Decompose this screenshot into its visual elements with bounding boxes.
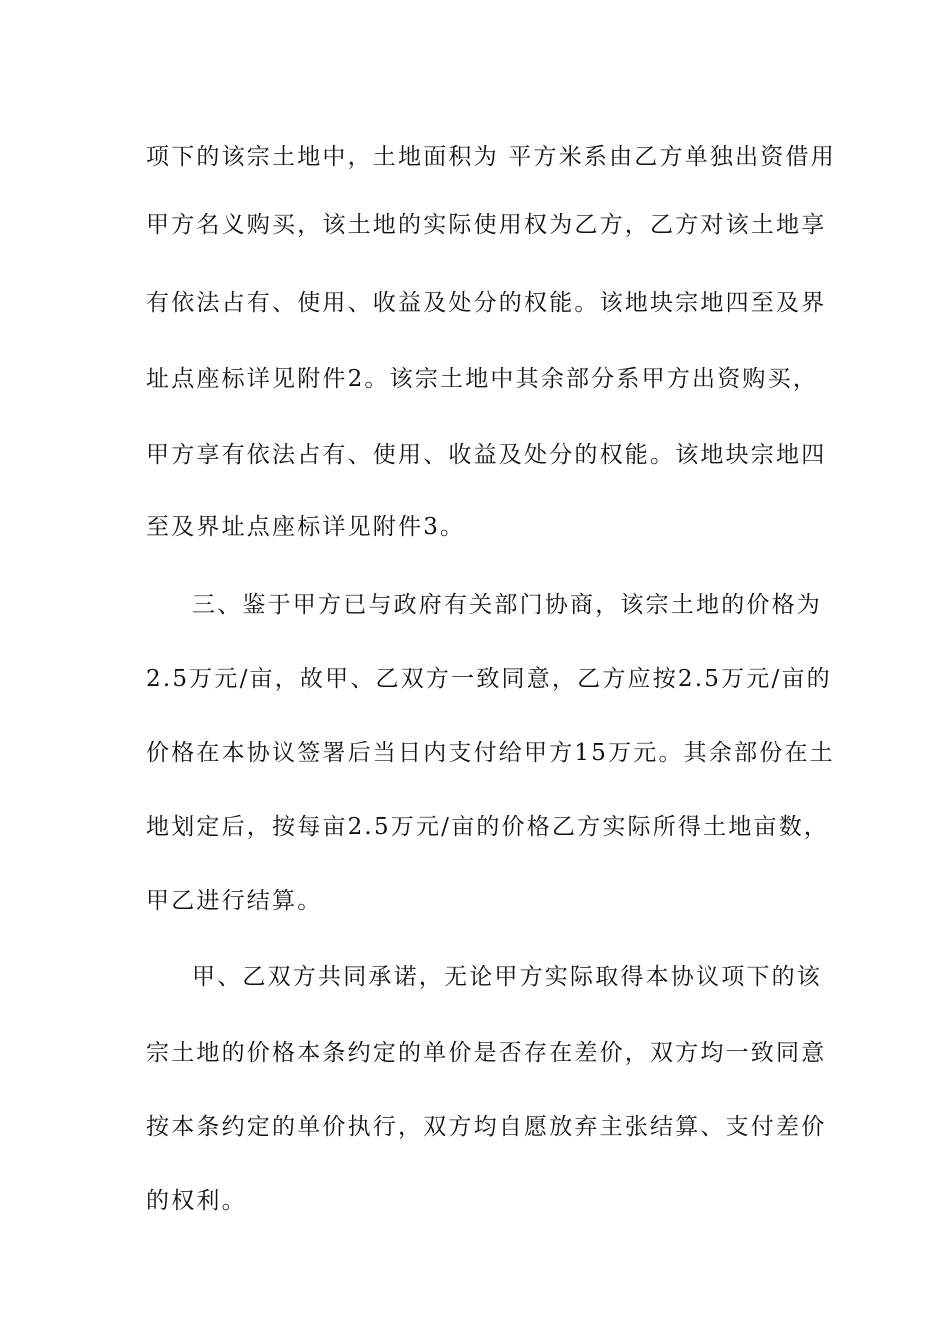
text-line: 址点座标详见附件2。该宗土地中其余部分系甲方出资购买， <box>146 366 819 392</box>
text-line: 有依法占有、使用、收益及处分的权能。该地块宗地四至及界 <box>146 290 827 316</box>
text-line: 甲方名义购买，该土地的实际使用权为乙方，乙方对该土地享 <box>146 212 827 238</box>
text-line: 按本条约定的单价执行，双方均自愿放弃主张结算、支付差价 <box>146 1114 827 1140</box>
text-line: 宗土地的价格本条约定的单价是否存在差价，双方均一致同意 <box>146 1040 827 1066</box>
text-line: 地划定后，按每亩2.5万元/亩的价格乙方实际所得土地亩数， <box>146 814 830 840</box>
text-line: 的权利。 <box>146 1188 247 1214</box>
text-line: 项下的该宗土地中，土地面积为 平方米系由乙方单独出资借用 <box>146 144 836 170</box>
text-line: 价格在本协议签署后当日内支付给甲方15万元。其余部份在土 <box>146 740 835 766</box>
paragraph-start-line: 三、鉴于甲方已与政府有关部门协商，该宗土地的价格为 <box>192 592 822 618</box>
text-line: 甲乙进行结算。 <box>146 888 323 914</box>
text-line: 2.5万元/亩，故甲、乙双方一致同意，乙方应按2.5万元/亩的 <box>146 666 832 692</box>
text-line: 甲方享有依法占有、使用、收益及处分的权能。该地块宗地四 <box>146 442 827 468</box>
text-line: 至及界址点座标详见附件3。 <box>146 514 466 540</box>
paragraph-start-line: 甲、乙双方共同承诺，无论甲方实际取得本协议项下的该 <box>192 964 822 990</box>
